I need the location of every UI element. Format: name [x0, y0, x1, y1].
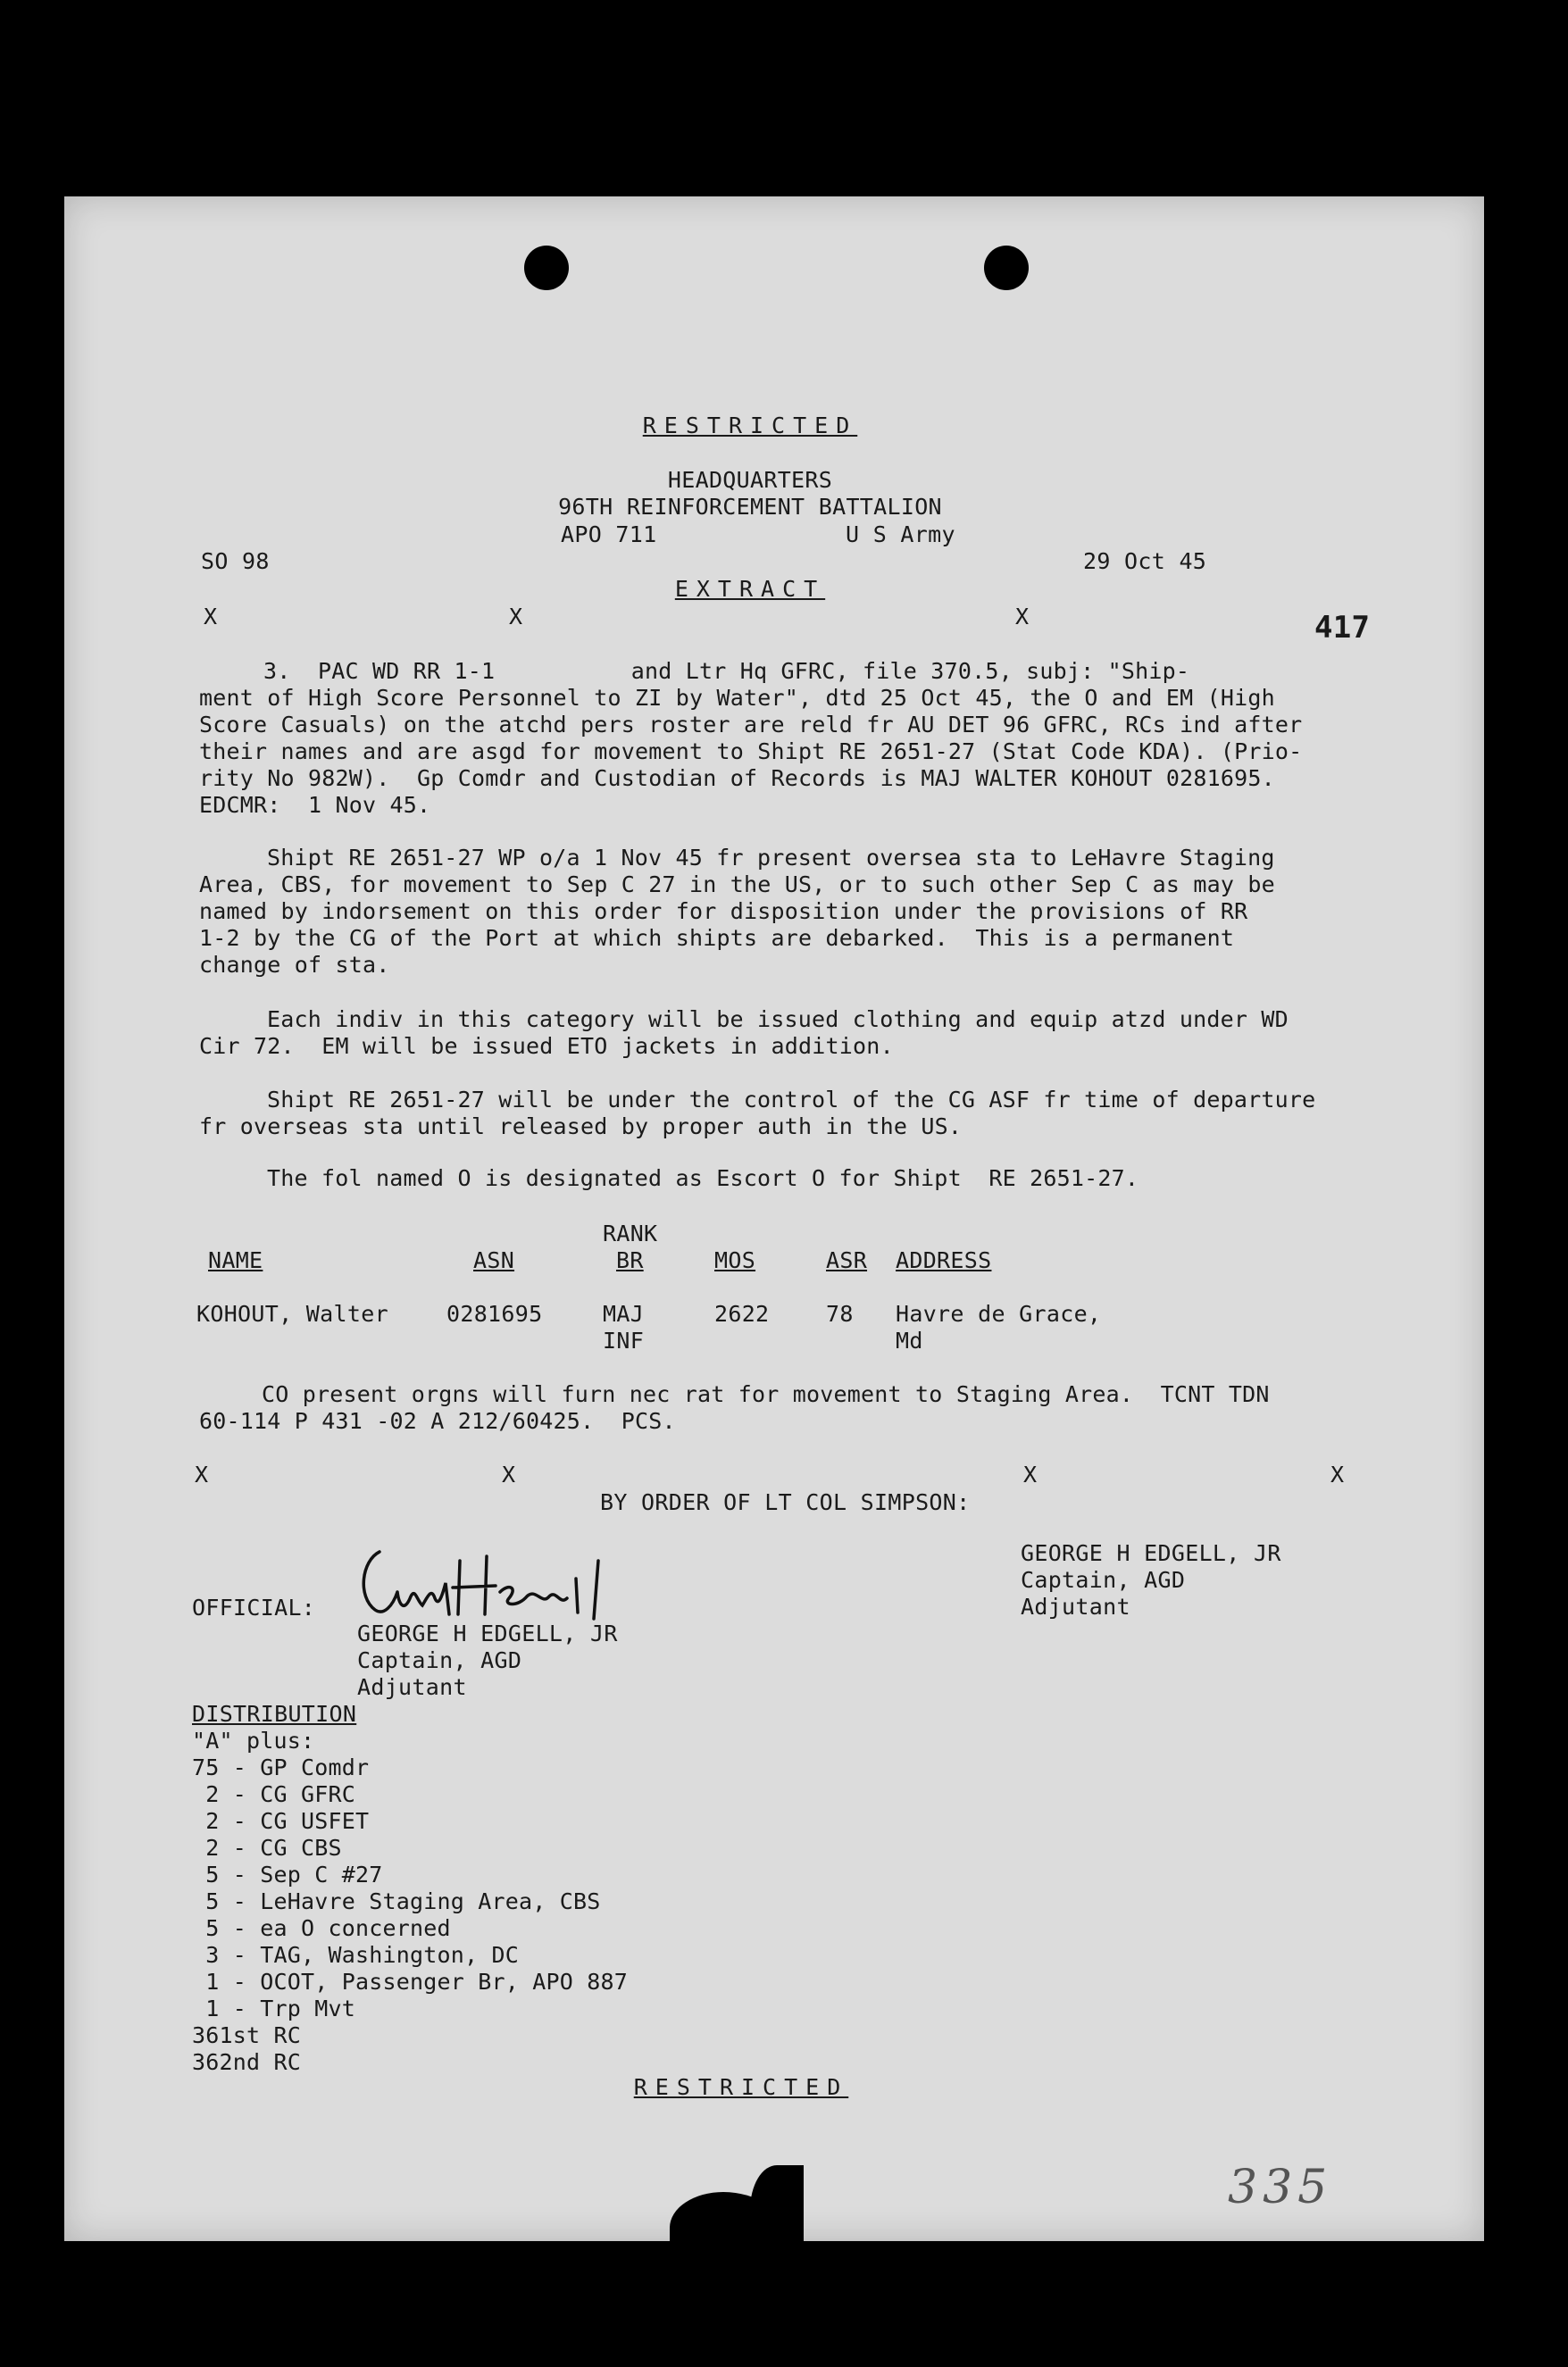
signer-title-left: Adjutant — [357, 1674, 467, 1700]
header-rank: RANK — [603, 1221, 658, 1246]
list-item: "A" plus: — [192, 1728, 315, 1754]
cell-address-1: Havre de Grace, — [896, 1301, 1102, 1327]
paragraph-3 — [199, 658, 1302, 819]
list-item: 1 - Trp Mvt — [192, 1996, 356, 2021]
paragraph-control — [199, 1087, 1315, 1140]
list-item: 2 - CG GFRC — [192, 1781, 356, 1807]
page-number: 417 — [1314, 610, 1371, 646]
order-date: 29 Oct 45 — [1083, 548, 1207, 574]
by-order-line: BY ORDER OF LT COL SIMPSON: — [600, 1489, 971, 1515]
official-label: OFFICIAL: — [192, 1595, 316, 1621]
list-item: 2 - CG CBS — [192, 1835, 342, 1861]
cell-name: KOHOUT, Walter — [196, 1301, 388, 1327]
text-line: their names and are asgd for movement to Shipt RE 2651-27 (Stat Code KDA). (Prio- — [199, 738, 1303, 764]
list-item: 75 - GP Comdr — [192, 1754, 370, 1780]
classification-top: RESTRICTED — [642, 413, 858, 438]
x-mark: X — [502, 1462, 516, 1488]
distribution-list — [192, 1728, 628, 2076]
signer-rank-right: Captain, AGD — [1021, 1567, 1186, 1593]
list-item: 5 - ea O concerned — [192, 1915, 451, 1941]
text-line: Area, CBS, for movement to Sep C 27 in the US, or to such other Sep C as may be — [199, 871, 1275, 897]
text-line: 3. PAC WD RR 1-1 and Ltr Hq GFRC, file 370.5, subj: "Ship- — [263, 658, 1190, 684]
cell-address-2: Md — [896, 1328, 923, 1354]
text-line: Cir 72. EM will be issued ETO jackets in addition. — [199, 1033, 894, 1059]
header-address: ADDRESS — [896, 1247, 992, 1273]
classification-bottom: RESTRICTED — [633, 2074, 849, 2100]
text-line: The fol named O is designated as Escort O for Shipt RE 2651-27. — [267, 1165, 1139, 1191]
signer-title-right: Adjutant — [1021, 1594, 1130, 1620]
x-mark: X — [195, 1462, 209, 1488]
text-line: fr overseas sta until released by proper auth in the US. — [199, 1113, 963, 1139]
text-line: Score Casuals) on the atchd pers roster are reld fr AU DET 96 GFRC, RCs ind after — [199, 712, 1303, 738]
org-line-1: HEADQUARTERS — [667, 467, 833, 493]
cell-branch: INF — [603, 1328, 645, 1354]
list-item: 361st RC — [192, 2022, 302, 2048]
text-line: ment of High Score Personnel to ZI by Water", dtd 25 Oct 45, the O and EM (High — [199, 685, 1275, 711]
x-mark: X — [1330, 1462, 1345, 1488]
extract-label: EXTRACT — [674, 576, 826, 602]
paragraph-clothing — [199, 1006, 1289, 1060]
header-br: BR — [616, 1247, 644, 1273]
distribution-title: DISTRIBUTION — [192, 1701, 357, 1727]
signer-rank-left: Captain, AGD — [357, 1647, 522, 1673]
text-line: CO present orgns will furn nec rat for movement to Staging Area. TCNT TDN — [262, 1381, 1270, 1407]
text-line: EDCMR: 1 Nov 45. — [199, 792, 431, 818]
header-name: NAME — [208, 1247, 263, 1273]
header-asr: ASR — [826, 1247, 868, 1273]
text-line: Shipt RE 2651-27 WP o/a 1 Nov 45 fr present oversea sta to LeHavre Staging — [267, 845, 1275, 871]
header-asn: ASN — [473, 1247, 515, 1273]
list-item: 1 - OCOT, Passenger Br, APO 887 — [192, 1969, 629, 1995]
org-line-2: 96TH REINFORCEMENT BATTALION — [558, 494, 942, 520]
x-mark: X — [1023, 1462, 1038, 1488]
x-mark: X — [1015, 604, 1030, 629]
text-line: change of sta. — [199, 952, 390, 978]
cell-mos: 2622 — [714, 1301, 770, 1327]
cell-asn: 0281695 — [446, 1301, 543, 1327]
signer-name-right: GEORGE H EDGELL, JR — [1021, 1540, 1281, 1566]
list-item: 2 - CG USFET — [192, 1808, 370, 1834]
text-line: 1-2 by the CG of the Port at which shipts are debarked. This is a permanent — [199, 925, 1235, 951]
x-mark: X — [204, 604, 218, 629]
header-mos: MOS — [714, 1247, 756, 1273]
cell-asr: 78 — [826, 1301, 854, 1327]
list-item: 5 - Sep C #27 — [192, 1862, 383, 1888]
punch-hole-left — [524, 246, 569, 290]
torn-edge — [750, 2165, 804, 2254]
x-mark: X — [509, 604, 523, 629]
text-line: Shipt RE 2651-27 will be under the control of the CG ASF fr time of departure — [267, 1087, 1316, 1113]
apo-label: APO 711 — [561, 521, 657, 547]
text-line: Each indiv in this category will be issued clothing and equip atzd under WD — [267, 1006, 1289, 1032]
order-number: SO 98 — [201, 548, 270, 574]
handwritten-signature — [353, 1543, 674, 1632]
handwritten-page-number: 335 — [1228, 2161, 1333, 2214]
army-label: U S Army — [846, 521, 955, 547]
text-line: named by indorsement on this order for disposition under the provisions of RR — [199, 898, 1248, 924]
list-item: 3 - TAG, Washington, DC — [192, 1942, 520, 1968]
cell-rank: MAJ — [603, 1301, 645, 1327]
paragraph-rations — [199, 1381, 1270, 1435]
signer-name-left: GEORGE H EDGELL, JR — [357, 1621, 618, 1646]
list-item: 5 - LeHavre Staging Area, CBS — [192, 1888, 601, 1914]
paragraph-shipment — [199, 845, 1275, 979]
paragraph-escort — [199, 1165, 1138, 1192]
text-line: rity No 982W). Gp Comdr and Custodian of Records is MAJ WALTER KOHOUT 0281695. — [199, 765, 1275, 791]
list-item: 362nd RC — [192, 2049, 302, 2075]
punch-hole-right — [984, 246, 1029, 290]
text-line: 60-114 P 431 -02 A 212/60425. PCS. — [199, 1408, 676, 1434]
